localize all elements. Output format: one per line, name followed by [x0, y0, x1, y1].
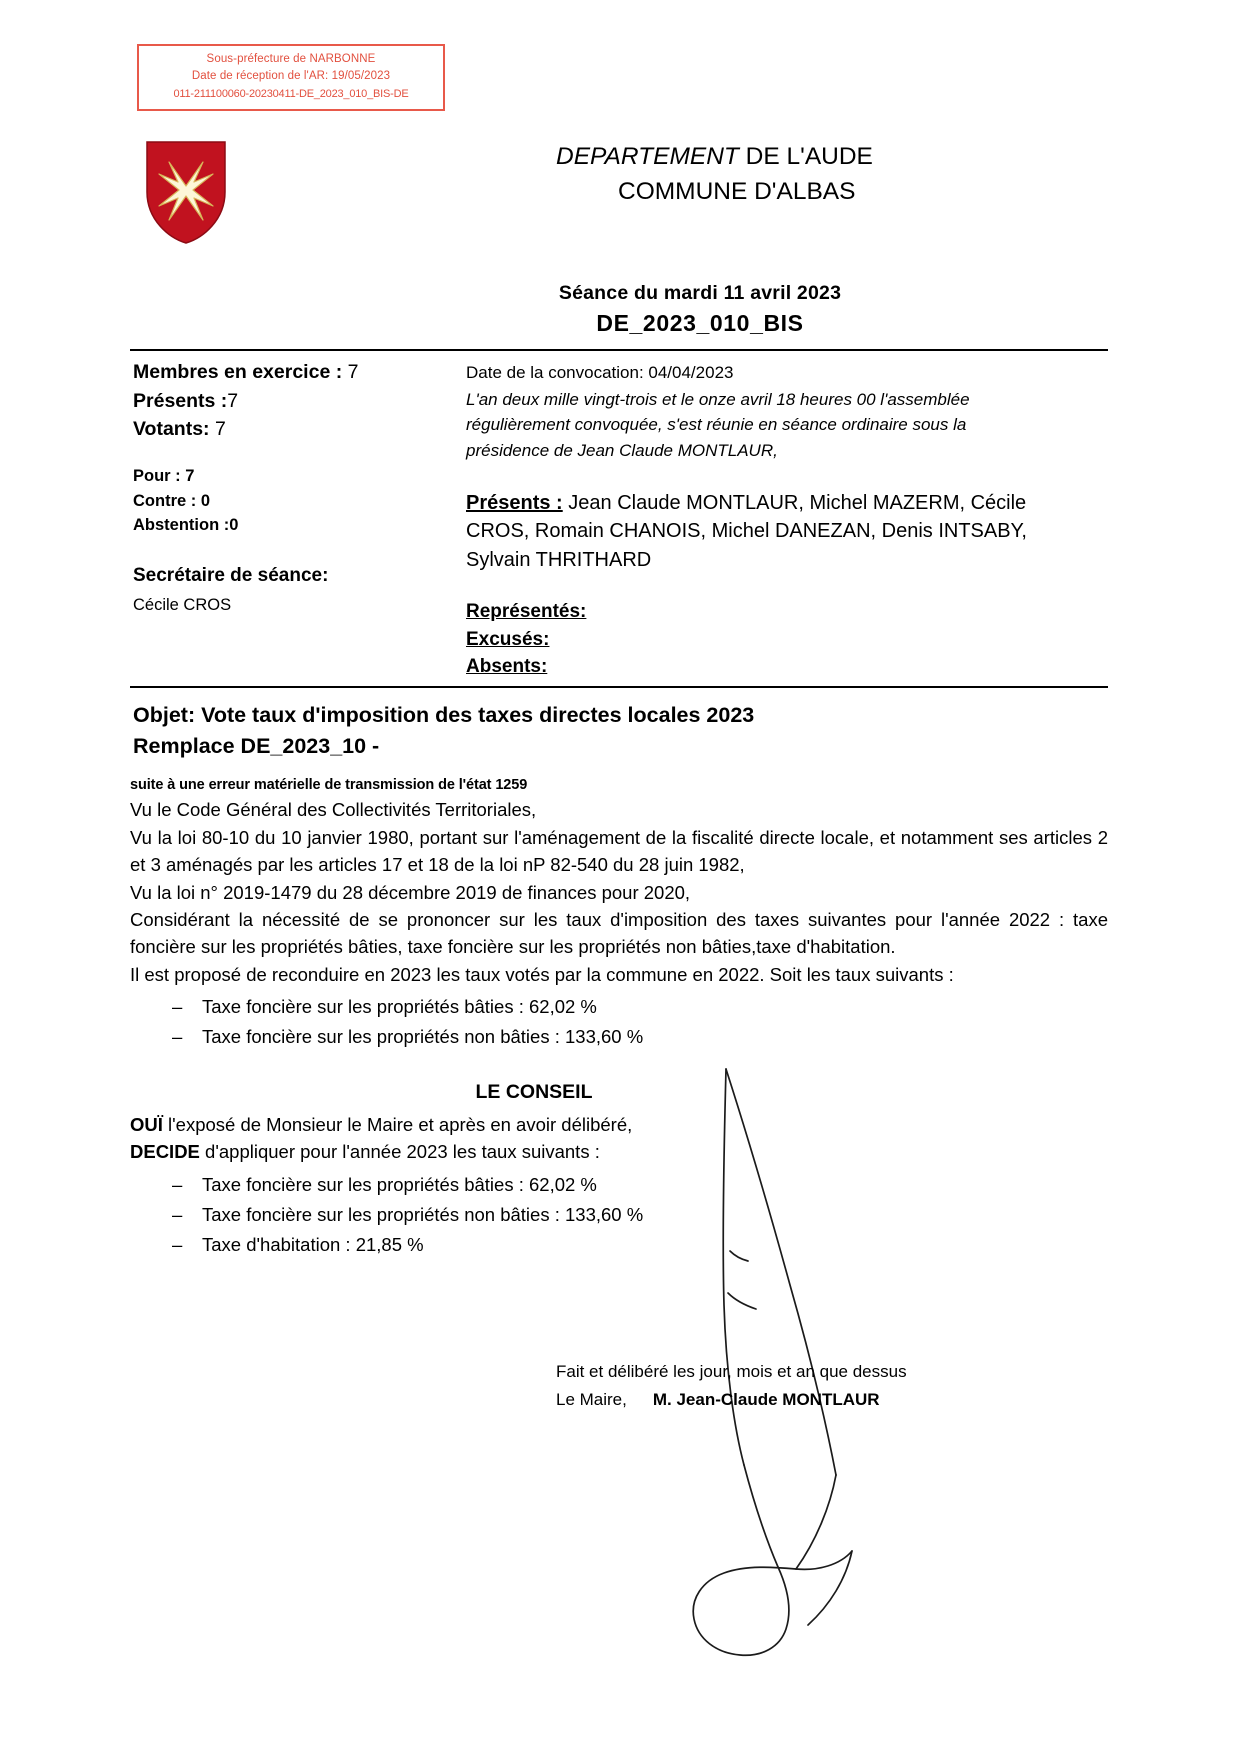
vote-abstention: Abstention :0	[133, 516, 239, 535]
stamp-line-prefecture: Sous-préfecture de NARBONNE	[206, 53, 376, 65]
session-secretary	[133, 562, 463, 617]
mayor-line	[556, 1386, 1076, 1414]
correction-note: suite à une erreur matérielle de transmission de l'état 1259	[130, 777, 528, 793]
voters-count-label: Votants:	[133, 418, 210, 441]
subject-line-2: Remplace DE_2023_10 -	[133, 734, 380, 759]
list-item: – Taxe d'habitation : 21,85 %	[130, 1230, 1108, 1260]
oui-rest: l'exposé de Monsieur le Maire et après en avoir délibéré,	[162, 1113, 633, 1135]
closing-statement: Fait et délibéré les jour, mois et an que dessus	[556, 1362, 907, 1381]
commune-line: COMMUNE D'ALBAS	[618, 177, 856, 205]
decide-rest: d'appliquer pour l'année 2023 les taux suivants :	[199, 1141, 600, 1163]
mayor-label: Le Maire,	[556, 1389, 627, 1409]
represented-label: Représentés:	[466, 601, 587, 623]
deliberation-body	[130, 775, 1108, 1260]
voters-count-value: 7	[209, 418, 226, 441]
considerant-paragraph: Considérant la nécessité de se prononcer sur les taux d'imposition des taxes suivantes pour l'année 2022 : taxe foncière sur les propriétés bâties, taxe foncière sur les propriétés non bâties,taxe d'habitation.	[130, 908, 1108, 958]
document-header	[556, 140, 1116, 210]
attendance-summary	[133, 358, 463, 617]
decided-rates-list	[130, 1170, 1108, 1260]
list-item: – Taxe foncière sur les propriétés bâties : 62,02 %	[130, 992, 1108, 1022]
attendance-statuses	[466, 598, 1054, 681]
oui-paragraph	[130, 1111, 1108, 1138]
session-secretary-name: Cécile CROS	[133, 596, 232, 615]
convocation-date: Date de la convocation: 04/04/2023	[466, 363, 734, 382]
coat-of-arms-icon	[145, 140, 227, 245]
vote-tally	[133, 464, 463, 538]
absent-label: Absents:	[466, 656, 548, 678]
vote-for: Pour : 7	[133, 466, 195, 485]
session-heading	[350, 282, 1050, 337]
excused-row	[466, 626, 1054, 654]
subject-heading	[133, 700, 1093, 762]
members-in-office-value: 7	[342, 361, 359, 383]
closing-block	[556, 1358, 1076, 1413]
list-item: – Taxe foncière sur les propriétés non bâties : 133,60 %	[130, 1200, 1108, 1230]
council-heading: LE CONSEIL	[475, 1081, 593, 1104]
legal-reference-3: Vu la loi n° 2019-1479 du 28 décembre 2019 de finances pour 2020,	[130, 881, 691, 903]
session-date: Séance du mardi 11 avril 2023	[558, 282, 842, 304]
decide-keyword: DECIDE	[130, 1141, 200, 1163]
list-item: – Taxe foncière sur les propriétés non bâties : 133,60 %	[130, 1022, 1108, 1052]
present-members	[466, 489, 1054, 574]
legal-reference-2: Vu la loi 80-10 du 10 janvier 1980, portant sur l'aménagement de la fiscalité directe locale, et notamment ses articles 2 et 3 aménagés par les articles 17 et 18 de la loi nP 82-540 du 28 juin 1982,	[130, 826, 1108, 876]
deliberation-reference: DE_2023_010_BIS	[596, 310, 804, 336]
proposal-paragraph: Il est proposé de reconduire en 2023 les taux votés par la commune en 2022. Soit les taux suivants :	[130, 963, 954, 985]
members-in-office	[133, 358, 463, 387]
proposed-rates-list	[130, 992, 1108, 1052]
session-preamble: L'an deux mille vingt-trois et le onze avril 18 heures 00 l'assemblée régulièrement convoquée, s'est réunie en séance ordinaire sous la présidence de Jean Claude MONTLAUR,	[466, 389, 970, 460]
stamp-line-act-id: 011-211100060-20230411-DE_2023_010_BIS-DE	[173, 87, 409, 100]
divider-objet	[130, 686, 1108, 688]
voters-count	[133, 415, 463, 444]
present-count-value: 7	[227, 389, 239, 412]
members-in-office-label: Membres en exercice :	[133, 361, 343, 383]
absent-row	[466, 653, 1054, 681]
excused-label: Excusés:	[466, 628, 550, 650]
subject-line-1: Objet: Vote taux d'imposition des taxes directes locales 2023	[133, 703, 755, 727]
department-italic: DEPARTEMENT	[556, 143, 739, 170]
present-count	[133, 387, 463, 416]
mayor-name: M. Jean-Claude MONTLAUR	[652, 1389, 880, 1409]
present-count-label: Présents :	[133, 389, 228, 412]
decide-paragraph	[130, 1138, 1108, 1165]
oui-keyword: OUÏ	[130, 1113, 163, 1135]
session-details	[466, 360, 1054, 681]
represented-row	[466, 598, 1054, 626]
prefecture-reception-stamp	[137, 44, 445, 111]
legal-reference-1: Vu le Code Général des Collectivités Territoriales,	[130, 799, 537, 821]
session-secretary-label: Secrétaire de séance:	[133, 565, 329, 587]
present-members-label: Présents :	[466, 492, 563, 514]
vote-against: Contre : 0	[133, 491, 211, 510]
stamp-line-reception-date: Date de réception de l'AR: 19/05/2023	[191, 70, 391, 83]
present-members-names: Jean Claude MONTLAUR, Michel MAZERM, Cécile CROS, Romain CHANOIS, Michel DANEZAN, Denis INTSABY, Sylvain THRITHARD	[466, 492, 1027, 571]
divider-top	[130, 349, 1108, 351]
department-rest: DE L'AUDE	[738, 143, 873, 170]
department-line	[556, 140, 1116, 175]
list-item: – Taxe foncière sur les propriétés bâties : 62,02 %	[130, 1170, 1108, 1200]
